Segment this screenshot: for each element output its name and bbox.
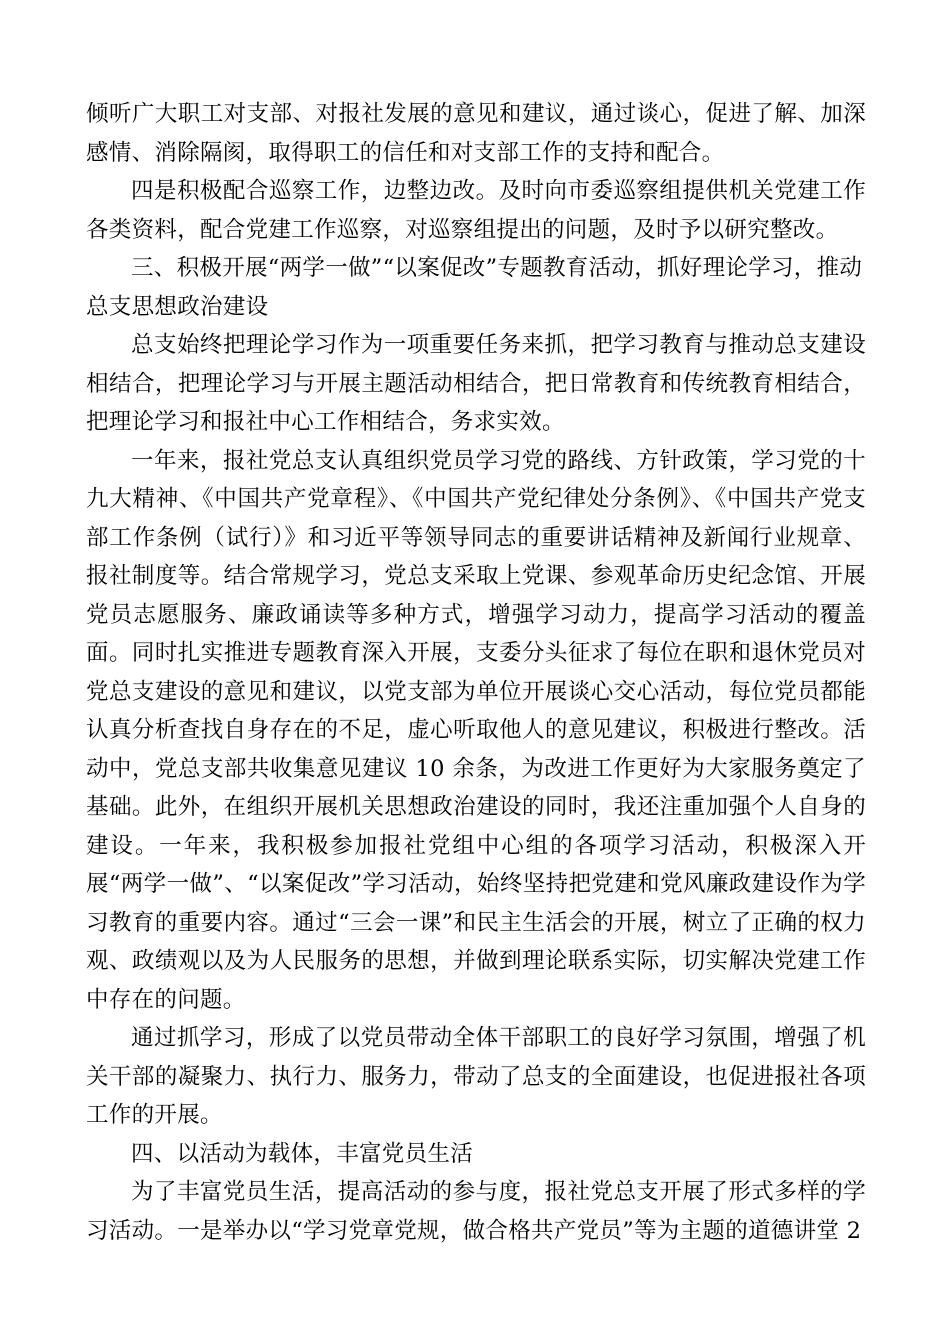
- section-heading-3: 三、积极开展“两学一做”“以案促改”专题教育活动，抓好理论学习，推动总支思想政治建设: [86, 255, 863, 320]
- section-heading-4: 四、以活动为载体，丰富党员生活: [131, 1140, 474, 1167]
- paragraph-continued: 倾听广大职工对支部、对报社发展的意见和建议，通过谈心，促进了解、加深感情、消除隔阂，取得职工的信任和对支部工作的支持和配合。: [86, 101, 866, 166]
- paragraph-activities: 为了丰富党员生活，提高活动的参与度，报社党总支开展了形式多样的学习活动。一是举办以“学习党章党规，做合格共产党员”等为主题的道德讲堂 2: [86, 1179, 866, 1244]
- document-page: [86, 95, 866, 1250]
- paragraph-year-review: 一年来，报社党总支认真组织党员学习党的路线、方针政策，学习党的十九大精神、《中国共产党章程》、《中国共产党纪律处分条例》、《中国共产党支部工作条例（试行）》和习近平等领导同志的重要讲话精神及新闻行业规章、报社制度等。结合常规学习，党总支采取上党课、参观革命历史纪念馆、开展党员志愿服务、廉政诵读等多种方式，增强学习动力，提高学习活动的覆盖面。同时扎实推进专题教育深入开展，支委分头征求了每位在职和退休党员对党总支建设的意见和建议，以党支部为单位开展谈心交心活动，每位党员都能认真分析查找自身存在的不足，虚心听取他人的意见建议，积极进行整改。活动中，党总支部共收集意见建议 10 余条，为改进工作更好为大家服务奠定了基础。此外，在组织开展机关思想政治建设的同时，我还注重加强个人自身的建设。一年来，我积极参加报社党组中心组的各项学习活动，积极深入开展“两学一做”、“以案促改”学习活动，始终坚持把党建和党风廉政建设作为学习教育的重要内容。通过“三会一课”和民主生活会的开展，树立了正确的权力观、政绩观以及为人民服务的思想，并做到理论联系实际，切实解决党建工作中存在的问题。: [86, 447, 866, 1013]
- paragraph-study-results: 通过抓学习，形成了以党员带动全体干部职工的良好学习氛围，增强了机关干部的凝聚力、执行力、服务力，带动了总支的全面建设，也促进报社各项工作的开展。: [86, 1025, 866, 1128]
- paragraph-inspection: 四是积极配合巡察工作，边整边改。及时向市委巡察组提供机关党建工作各类资料，配合党建工作巡察，对巡察组提出的问题，及时予以研究整改。: [86, 178, 866, 243]
- paragraph-theory-study: 总支始终把理论学习作为一项重要任务来抓，把学习教育与推动总支建设相结合，把理论学习与开展主题活动相结合，把日常教育和传统教育相结合，把理论学习和报社中心工作相结合，务求实效。: [86, 332, 866, 435]
